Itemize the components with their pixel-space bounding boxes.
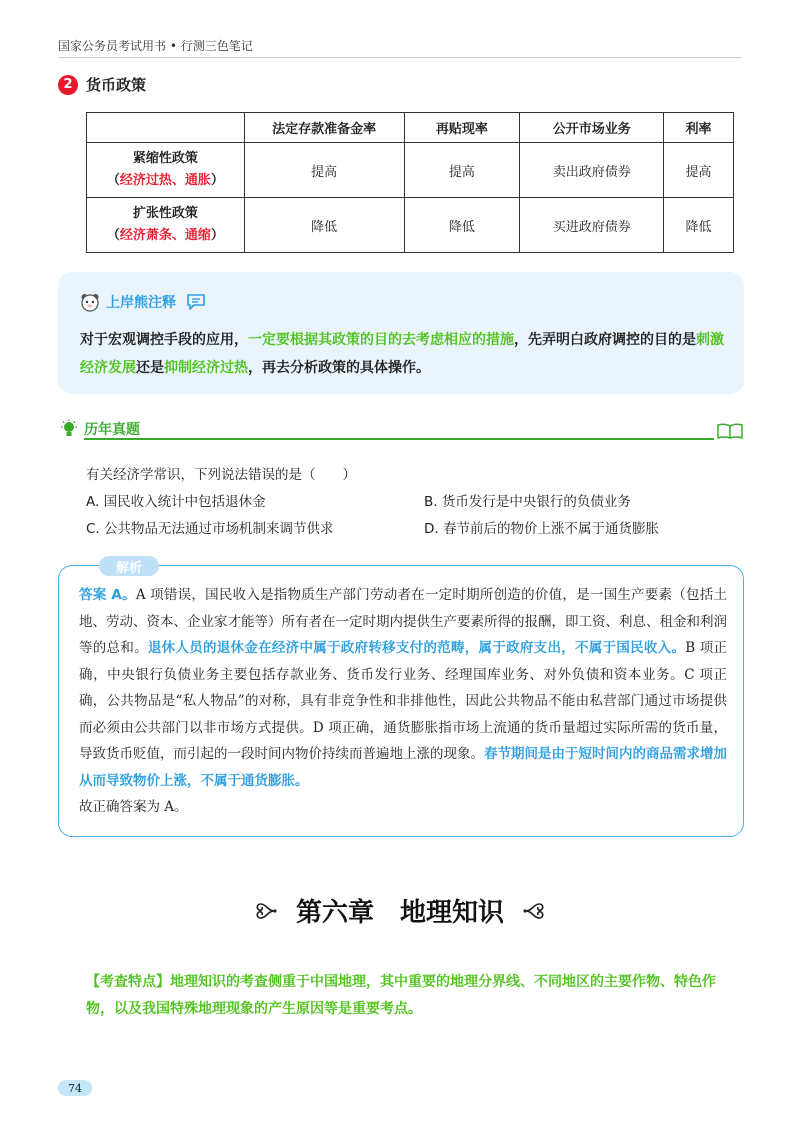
page-number: 74 [58, 1080, 92, 1096]
row-label-cell [87, 143, 245, 198]
note-highlight: 抑制经济过热 [164, 360, 248, 376]
row-condition-text: 经济萧条、通缩 [119, 228, 211, 243]
note-highlight: 刺激经济发展 [80, 332, 724, 376]
note-segment: ，先弄明白政府调控的目的是 [514, 332, 696, 348]
paren-open: （ [106, 228, 120, 243]
table-row [87, 198, 734, 253]
option-c: C. 公共物品无法通过市场机制来调节供求 [86, 521, 334, 537]
section-title: 货币政策 [86, 76, 147, 94]
option-a: A. 国民收入统计中包括退休金 [86, 494, 266, 510]
table-header-row [87, 113, 734, 143]
header-divider [58, 57, 742, 58]
paren-close: ） [210, 173, 224, 188]
annotation-tag [80, 292, 206, 312]
past-exam-underline [84, 438, 714, 440]
past-exam-title: 历年真题 [84, 422, 140, 438]
exam-features-text: 【考查特点】地理知识的考查侧重于中国地理，其中重要的地理分界线、不同地区的主要作物、特色作物，以及我国特殊地理现象的产生原因等是重要考点。 [86, 974, 716, 1017]
note-segment: 对于宏观调控手段的应用， [80, 332, 248, 348]
note-segment: 还是 [136, 360, 164, 376]
chat-bubble-icon [186, 293, 206, 311]
table-cell: 降低 [404, 198, 520, 253]
paren-open: （ [106, 173, 120, 188]
analysis-highlight: 春节期间是由于短时间内的商品需求增加从而导致物价上涨，不属于通货膨胀。 [79, 746, 727, 789]
paren-close: ） [210, 228, 224, 243]
table-cell: 买进政府债券 [520, 198, 664, 253]
table-header-cell: 再贴现率 [404, 113, 520, 143]
note-highlight: 一定要根据其政策的目的去考虑相应的措施 [248, 332, 514, 348]
note-segment: ，再去分析政策的具体操作。 [248, 360, 430, 376]
monetary-policy-table [86, 112, 734, 253]
answer-label: 答案 A。 [79, 587, 136, 603]
table-header-cell [87, 113, 245, 143]
table-header-cell: 利率 [664, 113, 734, 143]
row-label: 紧缩性政策 [132, 151, 198, 166]
table-row [87, 143, 734, 198]
annotation-box [58, 272, 744, 394]
table-cell: 降低 [664, 198, 734, 253]
ornament-right-icon [522, 898, 546, 924]
table-cell: 卖出政府债券 [520, 143, 664, 198]
past-exam-heading [58, 418, 744, 442]
table-cell: 提高 [244, 143, 404, 198]
analysis-box [58, 560, 744, 837]
annotation-text [80, 326, 728, 382]
lightbulb-icon [60, 419, 78, 439]
table-header-cell: 公开市场业务 [520, 113, 664, 143]
question-stem: 有关经济学常识，下列说法错误的是（ ） [86, 467, 356, 483]
analysis-highlight: 退休人员的退休金在经济中属于政府转移支付的范畴，属于政府支出，不属于国民收入。 [147, 640, 686, 656]
analysis-conclusion: 故正确答案为 A。 [79, 799, 188, 815]
analysis-text [79, 582, 727, 821]
row-condition-text: 经济过热、通胀 [119, 173, 211, 188]
table-cell: 提高 [404, 143, 520, 198]
section-heading [58, 74, 146, 95]
running-header: 国家公务员考试用书 • 行测三色笔记 [58, 39, 253, 53]
annotation-tag-label: 上岸熊注释 [106, 295, 176, 311]
ornament-left-icon [254, 898, 278, 924]
table-header-cell: 法定存款准备金率 [244, 113, 404, 143]
option-d: D. 春节前后的物价上涨不属于通货膨胀 [424, 521, 659, 537]
analysis-segment: A 项错误，国民收入是指物质生产部门劳动者在一定时期所创造的价值，是一国生产要素（包括土地、劳动、资本、企业家才能等）所有者在一定时期内提供生产要素所得的报酬，即工资、利息、租金和利润等的总和。 [79, 587, 727, 656]
analysis-tag: 解析 [99, 556, 159, 576]
row-condition [88, 170, 243, 192]
row-condition [88, 225, 243, 247]
bear-mascot-icon [80, 292, 100, 312]
table-cell: 提高 [664, 143, 734, 198]
row-label-cell [87, 198, 245, 253]
table-cell: 降低 [244, 198, 404, 253]
option-b: B. 货币发行是中央银行的负债业务 [424, 494, 631, 510]
row-label: 扩张性政策 [132, 206, 198, 221]
chapter-title: 第六章 地理知识 [295, 898, 504, 928]
analysis-segment: B 项正确，中央银行负债业务主要包括存款业务、货币发行业务、经理国库业务、对外负债和资本业务。C 项正确，公共物品是“私人物品”的对称，具有非竞争性和非排他性，因此公共物品不能由私营部门通过市场提供而必须由公共部门以非市场方式提供。D 项正确，通货膨胀指市场上流通的货币量超过实际所需的货币量，导致货币贬值，而引起的一段时间内物价持续而普遍地上涨的现象。 [79, 640, 728, 762]
section-number-badge: 2 [58, 75, 78, 95]
chapter-heading [0, 892, 800, 929]
open-book-icon [716, 422, 744, 440]
